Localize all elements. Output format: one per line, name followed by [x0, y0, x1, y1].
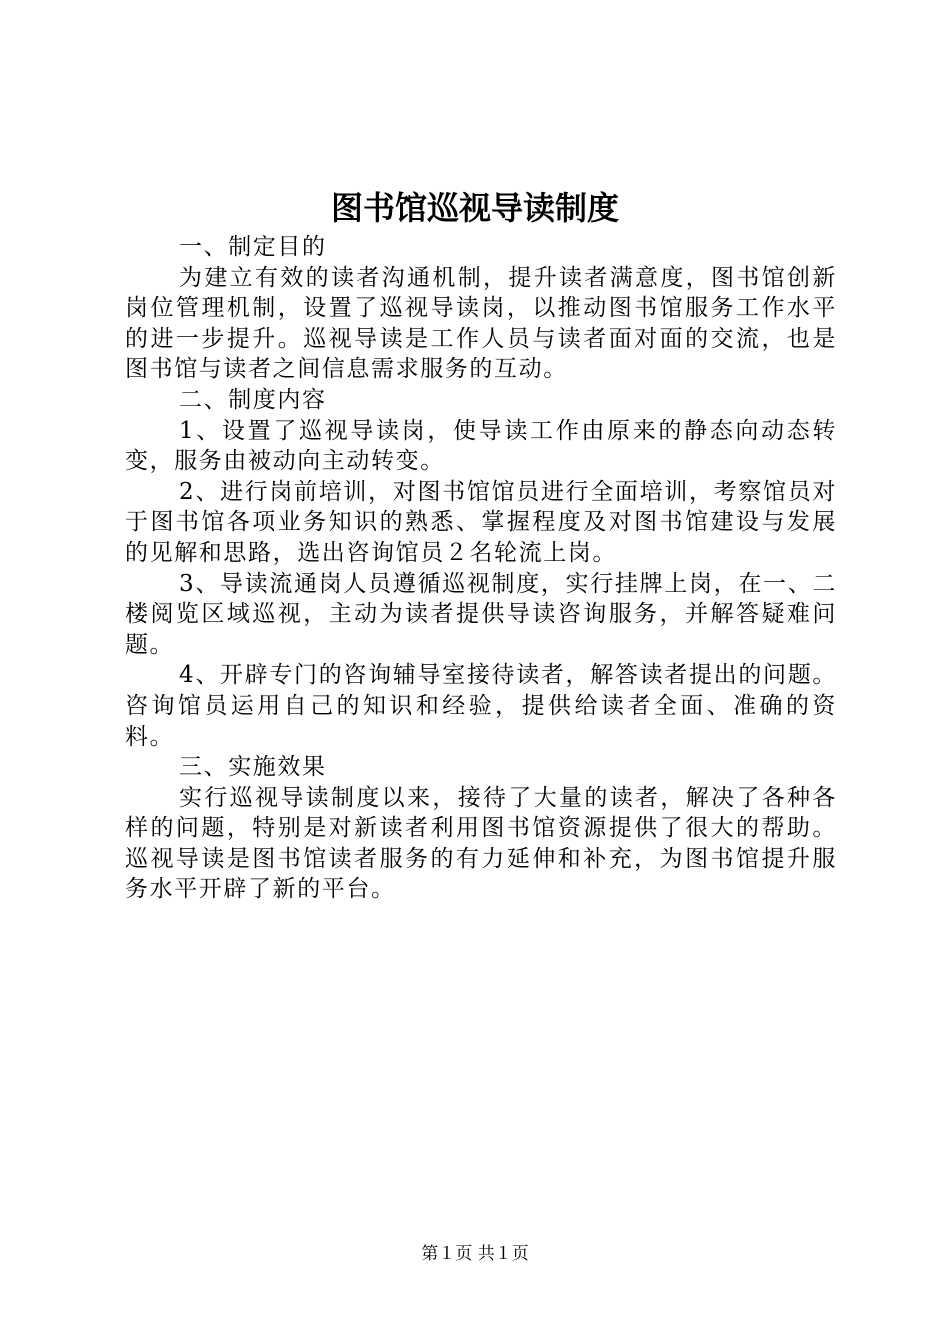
section-heading-content: 二、制度内容 [179, 386, 327, 413]
section-heading-effect: 三、实施效果 [179, 754, 327, 781]
paragraph-content-item-3: 3、导读流通岗人员遵循巡视制度，实行挂牌上岗，在一、二楼阅览区域巡视，主动为读者提供导读咨询服务，并解答疑难问题。 [125, 570, 837, 658]
paragraph-purpose: 为建立有效的读者沟通机制，提升读者满意度，图书馆创新岗位管理机制，设置了巡视导读岗，以推动图书馆服务工作水平的进一步提升。巡视导读是工作人员与读者面对面的交流，也是图书馆与读者之间信息需求服务的互动。 [125, 264, 837, 383]
page-number-footer: 第１页 共１页 [421, 1244, 529, 1264]
document-title: 图书馆巡视导读制度 [330, 189, 619, 227]
paragraph-effect: 实行巡视导读制度以来，接待了大量的读者，解决了各种各样的问题，特别是对新读者利用图书馆资源提供了很大的帮助。巡视导读是图书馆读者服务的有力延伸和补充，为图书馆提升服务水平开辟了新的平台。 [125, 784, 837, 903]
document-body [125, 232, 837, 905]
paragraph-content-item-1: 1、设置了巡视导读岗，使导读工作由原来的静态向动态转变，服务由被动向主动转变。 [125, 417, 837, 475]
section-heading-purpose: 一、制定目的 [179, 234, 327, 260]
paragraph-content-item-4: 4、开辟专门的咨询辅导室接待读者，解答读者提出的问题。咨询馆员运用自己的知识和经验，提供给读者全面、准确的资料。 [125, 662, 837, 750]
paragraph-content-item-2: 2、进行岗前培训，对图书馆馆员进行全面培训，考察馆员对于图书馆各项业务知识的熟悉、掌握程度及对图书馆建设与发展的见解和思路，选出咨询馆员２名轮流上岗。 [125, 478, 837, 566]
